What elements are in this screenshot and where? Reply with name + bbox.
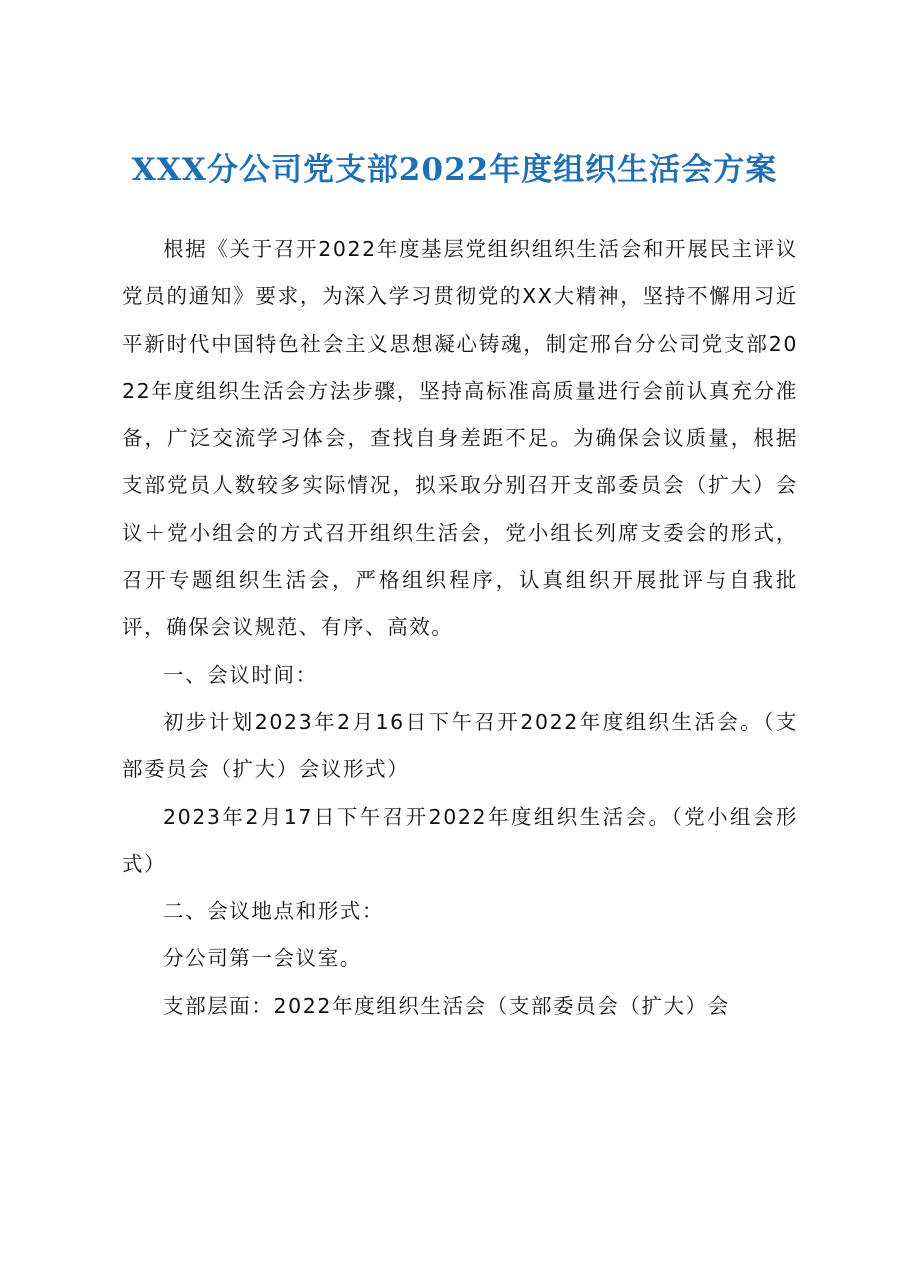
intro-paragraph: 根据《关于召开2022年度基层党组织组织生活会和开展民主评议党员的通知》要求，为深入学习贯彻党的XX大精神，坚持不懈用习近平新时代中国特色社会主义思想凝心铸魂，制定邢台分公司党支部2022年度组织生活会方法步骤，坚持高标准高质量进行会前认真充分准备，广泛交流学习体会，查找自身差距不足。为确保会议质量，根据支部党员人数较多实际情况，拟采取分别召开支部委员会（扩大）会议＋党小组会的方式召开组织生活会，党小组长列席支委会的形式，召开专题组织生活会，严格组织程序，认真组织开展批评与自我批评，确保会议规范、有序、高效。 xyxy=(122,237,798,640)
meeting-time-plan-1: 初步计划2023年2月16日下午召开2022年度组织生活会。（支部委员会（扩大）会议形式） xyxy=(122,709,798,782)
meeting-location: 分公司第一会议室。 xyxy=(163,946,362,971)
branch-level-format: 支部层面：2022年度组织生活会（支部委员会（扩大）会 xyxy=(163,993,730,1018)
section-heading-meeting-time: 一、会议时间： xyxy=(163,662,318,687)
meeting-time-plan-2: 2023年2月17日下午召开2022年度组织生活会。（党小组会形式） xyxy=(122,804,798,876)
document-body xyxy=(122,226,798,1030)
section-heading-location-format: 二、会议地点和形式： xyxy=(163,899,384,924)
document-title: XXX分公司党支部2022年度组织生活会方案 xyxy=(131,152,778,188)
